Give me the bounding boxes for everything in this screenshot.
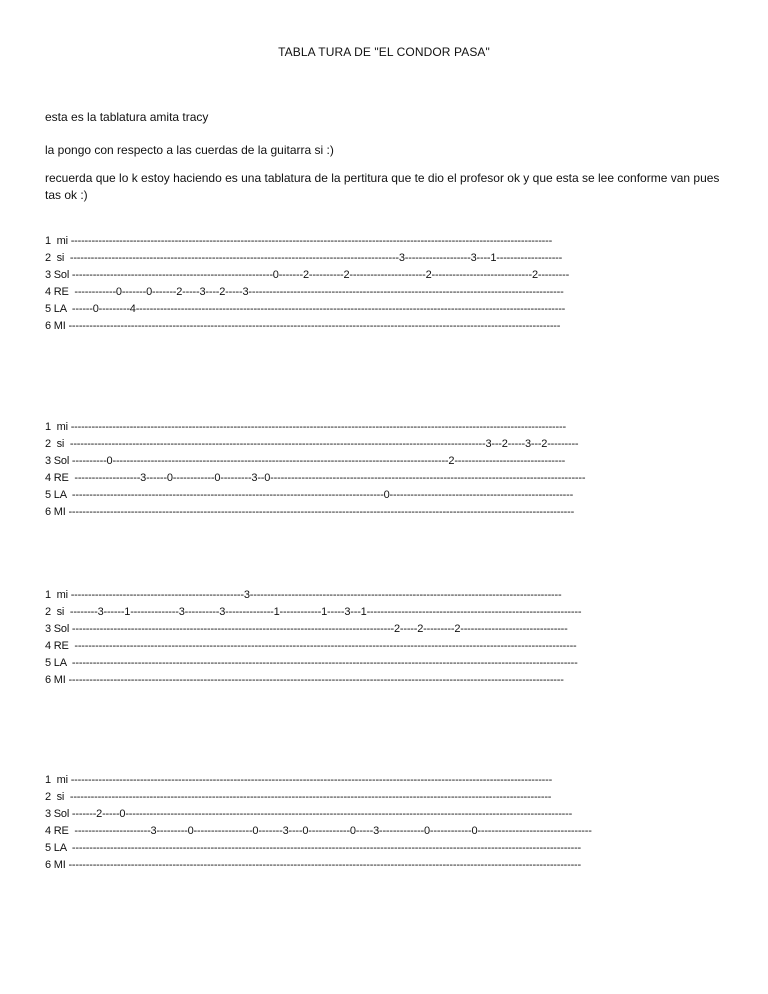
strings-note-paragraph: la pongo con respecto a las cuerdas de la guitarra si :): [45, 143, 334, 157]
tablature-block-4: [45, 772, 705, 874]
tab-string-line: 1 mi -------------------------------------------------------------------------------------------------------------------------------------------: [45, 774, 553, 786]
tab-string-line: 5 LA ------0---------4----------------------------------------------------------------------------------------------------------------------------: [45, 303, 566, 315]
tab-string-line: 3 Sol ----------------------------------------------------------0-------2----------2----------------------2-----------------------------2---------: [45, 269, 570, 281]
tab-string-line: 3 Sol -------2-----0---------------------------------------------------------------------------------------------------------------------------------: [45, 808, 573, 820]
reading-note-paragraph: recuerda que lo k estoy haciendo es una tablatura de la pertitura que te dio el profesor ok y que esta se lee conforme van pues tas ok :): [45, 171, 720, 202]
tab-string-line: 4 RE ------------0-------0-------2-----3----2-----3-------------------------------------------------------------------------------------------: [45, 286, 564, 298]
tab-string-line: 4 RE ----------------------3---------0-----------------0-------3----0------------0-----3-------------0------------0---------------------------------: [45, 825, 592, 837]
tab-string-line: 6 MI ----------------------------------------------------------------------------------------------------------------------------------------------------: [45, 859, 581, 871]
tab-string-line: 4 RE -------------------3------0------------0---------3--0-------------------------------------------------------------------------------------------: [45, 472, 586, 484]
tab-string-line: 1 mi -----------------------------------------------------------------------------------------------------------------------------------------------: [45, 421, 566, 433]
tablature-block-1: [45, 233, 705, 335]
tab-string-line: 1 mi -------------------------------------------------------------------------------------------------------------------------------------------: [45, 235, 553, 247]
tab-string-line: 6 MI ----------------------------------------------------------------------------------------------------------------------------------------------: [45, 320, 561, 332]
tab-string-line: 3 Sol ---------------------------------------------------------------------------------------------2-----2---------2-------------------------------: [45, 623, 568, 635]
tab-string-line: 6 MI -----------------------------------------------------------------------------------------------------------------------------------------------: [45, 674, 564, 686]
tab-string-line: 3 Sol ----------0-------------------------------------------------------------------------------------------------2--------------------------------: [45, 455, 566, 467]
tab-string-line: 6 MI --------------------------------------------------------------------------------------------------------------------------------------------------: [45, 506, 575, 518]
tablature-block-3: [45, 587, 705, 689]
tab-string-line: 5 LA ------------------------------------------------------------------------------------------0-----------------------------------------------------: [45, 489, 574, 501]
tab-string-line: 2 si -----------------------------------------------------------------------------------------------3-------------------3----1-------------------: [45, 252, 563, 264]
tab-string-line: 4 RE -------------------------------------------------------------------------------------------------------------------------------------------------: [45, 640, 577, 652]
tab-string-line: 2 si ------------------------------------------------------------------------------------------------------------------------3---2-----3---2---------: [45, 438, 579, 450]
tab-string-line: 2 si -------------------------------------------------------------------------------------------------------------------------------------------: [45, 791, 552, 803]
tablature-block-2: [45, 419, 705, 521]
tab-string-line: 1 mi --------------------------------------------------3------------------------------------------------------------------------------------------: [45, 589, 562, 601]
intro-paragraph: esta es la tablatura amita tracy: [45, 110, 209, 124]
document-title: TABLA TURA DE "EL CONDOR PASA": [278, 45, 490, 59]
tab-string-line: 2 si --------3------1--------------3----------3--------------1------------1-----3---1--------------------------------------------------------------: [45, 606, 582, 618]
tab-string-line: 5 LA --------------------------------------------------------------------------------------------------------------------------------------------------: [45, 657, 578, 669]
tab-string-line: 5 LA ---------------------------------------------------------------------------------------------------------------------------------------------------: [45, 842, 582, 854]
